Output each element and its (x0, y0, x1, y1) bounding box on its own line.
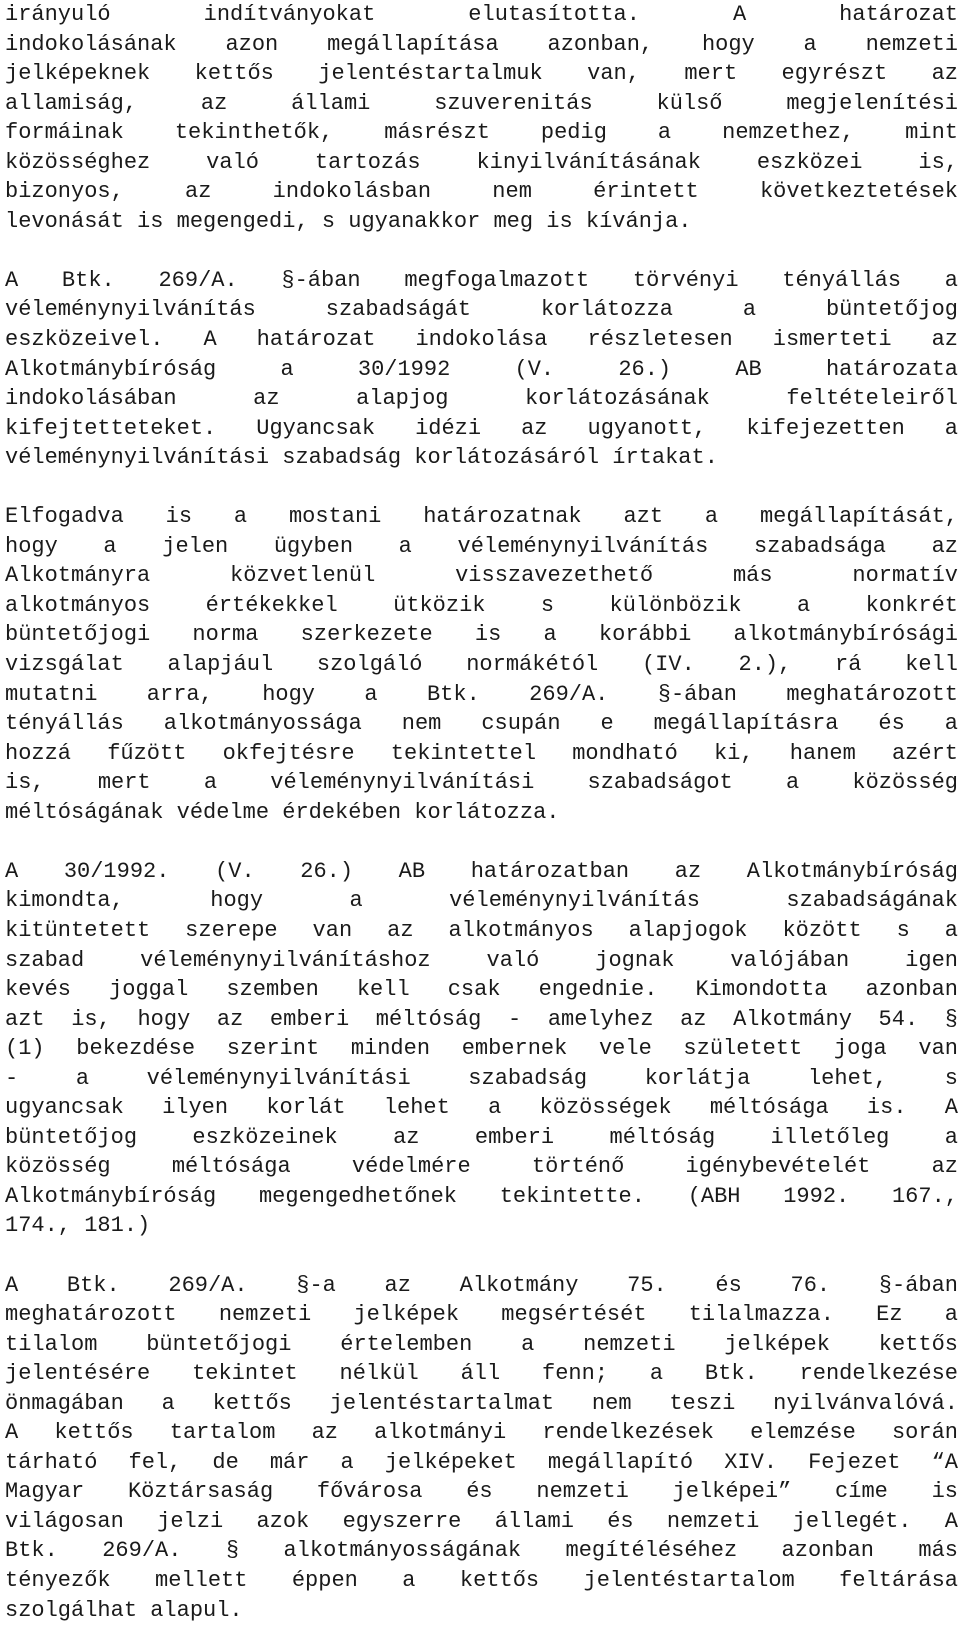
text-line: tilalom büntetőjogi értelemben a nemzeti jelképek kettős (5, 1331, 958, 1357)
text-line: alkotmányos értékekkel ütközik s különbözik a konkrét (5, 592, 958, 618)
text-line: A Btk. 269/A. §-a az Alkotmány 75. és 76. §-ában (5, 1272, 958, 1298)
text-line: véleménynyilvánítás szabadságát korlátozza a büntetőjog (5, 297, 958, 323)
paragraph (5, 502, 958, 827)
paragraph (5, 857, 958, 1241)
text-line: indokolásának azon megállapítása azonban, hogy a nemzeti (5, 31, 958, 57)
text-line: ugyancsak ilyen korlát lehet a közösségek méltósága is. A (5, 1095, 958, 1121)
text-line: allamiság, az állami szuverenitás külső megjelenítési (5, 90, 958, 116)
text-line: A kettős tartalom az alkotmányi rendelkezések elemzése során (5, 1420, 958, 1446)
text-line: kitüntetett szerepe van az alkotmányos alapjogok között s a (5, 917, 958, 943)
text-line: kevés joggal szemben kell csak engednie. Kimondotta azonban (5, 977, 958, 1003)
text-line: bizonyos, az indokolásban nem érintett következtetések (5, 179, 958, 205)
text-line: (1) bekezdése szerint minden embernek vele született joga van (5, 1036, 958, 1062)
text-line: hogy a jelen ügyben a véleménynyilvánítás szabadsága az (5, 533, 958, 559)
text-line: mutatni arra, hogy a Btk. 269/A. §-ában meghatározott (5, 681, 958, 707)
text-line: büntetőjogi norma szerkezete is a korábbi alkotmánybírósági (5, 622, 958, 648)
text-line: eszközeivel. A határozat indokolása részletesen ismerteti az (5, 327, 958, 353)
text-line: közösséghez való tartozás kinyilvánításának eszközei is, (5, 149, 958, 175)
text-line: önmagában a kettős jelentéstartalmat nem teszi nyilvánvalóvá. (5, 1390, 958, 1416)
text-line: jelentésére tekintet nélkül áll fenn; a Btk. rendelkezése (5, 1361, 958, 1387)
text-line: büntetőjog eszközeinek az emberi méltóság illetőleg a (5, 1124, 958, 1150)
text-line: A Btk. 269/A. §-ában megfogalmazott törvényi tényállás a (5, 267, 958, 293)
text-line: Alkotmánybíróság a 30/1992 (V. 26.) AB határozata (5, 356, 958, 382)
text-line: irányuló indítványokat elutasította. A határozat (5, 2, 958, 27)
text-line: közösség méltósága védelmére történő igénybevételét az (5, 1154, 958, 1180)
text-line: kimondta, hogy a véleménynyilvánítás szabadságának (5, 888, 958, 914)
text-line: vizsgálat alapjául szolgáló normákétól (IV. 2.), rá kell (5, 652, 958, 678)
paragraph-spacer (5, 827, 958, 857)
text-line: is, mert a véleménynyilvánítási szabadságot a közösség (5, 770, 958, 796)
text-line: Alkotmánybíróság megengedhetőnek tekintette. (ABH 1992. 167., (5, 1183, 958, 1209)
paragraph (5, 266, 958, 473)
paragraph-spacer (5, 1241, 958, 1271)
text-line: világosan jelzi azok egyszerre állami és nemzeti jellegét. A (5, 1508, 958, 1534)
text-line: Elfogadva is a mostani határozatnak azt a megállapítását, (5, 504, 958, 530)
text-line: Btk. 269/A. § alkotmányosságának megítéléséhez azonban más (5, 1538, 958, 1564)
text-line: szabad véleménynyilvánításhoz való jognak valójában igen (5, 947, 958, 973)
text-line: szolgálhat alapul. (5, 1597, 243, 1623)
text-line: 174., 181.) (5, 1213, 151, 1239)
text-line: A 30/1992. (V. 26.) AB határozatban az Alkotmánybíróság (5, 858, 958, 884)
text-line: Magyar Köztársaság fővárosa és nemzeti jelképei” címe is (5, 1479, 958, 1505)
text-line: meghatározott nemzeti jelképek megsértését tilalmazza. Ez a (5, 1302, 958, 1328)
text-line: tényezők mellett éppen a kettős jelentéstartalom feltárása (5, 1567, 958, 1593)
paragraph (5, 1271, 958, 1625)
text-line: kifejtetteteket. Ugyancsak idézi az ugyanott, kifejezetten a (5, 415, 958, 441)
paragraph-spacer (5, 236, 958, 266)
paragraph (5, 0, 958, 236)
text-line: hozzá fűzött okfejtésre tekintettel mondható ki, hanem azért (5, 740, 958, 766)
text-line: formáinak tekinthetők, másrészt pedig a nemzethez, mint (5, 120, 958, 146)
text-line: tényállás alkotmányossága nem csupán e megállapításra és a (5, 711, 958, 737)
text-line: tárható fel, de már a jelképeket megállapító XIV. Fejezet “A (5, 1449, 958, 1475)
text-line: jelképeknek kettős jelentéstartalmuk van, mert egyrészt az (5, 61, 958, 87)
text-line: azt is, hogy az emberi méltóság - amelyhez az Alkotmány 54. § (5, 1006, 958, 1032)
text-line: levonását is megengedi, s ugyanakkor meg is kívánja. (5, 208, 692, 234)
text-line: Alkotmányra közvetlenül visszavezethető más normatív (5, 563, 958, 589)
text-line: véleménynyilvánítási szabadság korlátozásáról írtakat. (5, 445, 718, 471)
text-line: - a véleménynyilvánítási szabadság korlátja lehet, s (5, 1065, 958, 1091)
paragraph-spacer (5, 473, 958, 503)
text-line: méltóságának védelme érdekében korlátozza. (5, 799, 560, 825)
document-page (5, 0, 958, 1625)
text-line: indokolásában az alapjog korlátozásának feltételeiről (5, 386, 958, 412)
